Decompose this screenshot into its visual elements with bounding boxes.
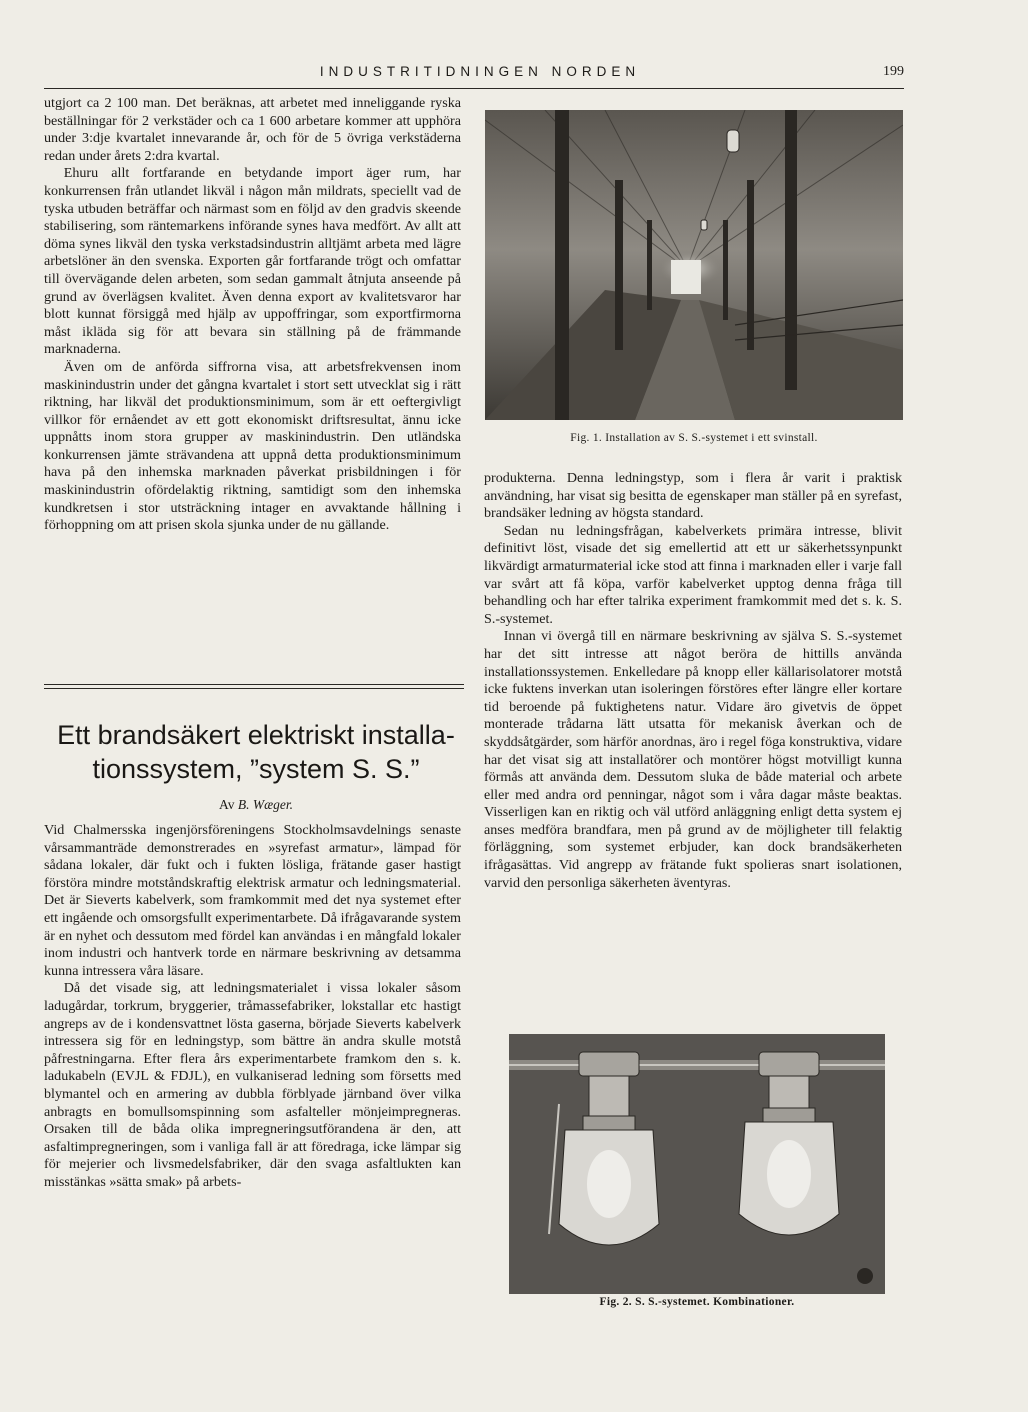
section-divider-thin	[44, 688, 464, 689]
article-title-line-1: Ett brandsäkert elektriskt installa-	[57, 720, 455, 750]
page-number: 199	[883, 64, 904, 79]
column-left-top	[44, 95, 461, 535]
article-title-line-2: tionssystem, ”system S. S.”	[92, 754, 420, 784]
figure-1-caption: Fig. 1. Installation av S. S.-systemet i ett svinstall.	[570, 432, 818, 444]
paragraph: Även om de anförda siffrorna visa, att arbetsfrekvensen inom maskinindustrin under det gångna kvartalet i stort sett utvecklat sig i rätt riktning, har likväl det produktionsminimum, som är ett oeftergivligt villkor för ernåendet av ett gott ekonomiskt driftsresultat, ännu icke uppnåtts inom stora grupper av maskinindustrin. Den utländska konkurrensen jämte strävandena att uppnå detta produktionsminimum hava på den inhemska marknaden påverkat prisbildningen i för maskinindustrin ofördelaktig riktning, samtidigt som den inhemska kundkretsen i stor utsträckning intager en avvaktande hållning i förhoppning om att prisen skola sjunka under de nu gällande.	[44, 358, 461, 534]
byline-prefix: Av	[219, 797, 235, 812]
paragraph: Innan vi övergå till en närmare beskrivning av själva S. S.-systemet har det sitt intresse att något beröra de hittills använda installationssystemen. Enkelledare på knopp eller källarisolatorer motstå icke fuktens inverkan utan isoleringen förstöres efter längre eller kortare tid beroende på fuktighetens natur. Vidare äro givetvis de öppet monterade trådarna lätt utsatta för mekanisk åverkan och de skyddsåtgärder, som härför anordnas, äro i regel föga konstruktiva, vidare har det visat sig att installatörer och montörer högst motvilligt kunna förmås att använda dem. Dessutom sluka de både material och arbete eller med andra ord penningar, något som i våra dagar måste beaktas. Visserligen kan en riktig och väl utförd anläggning enligt detta system ej anses medföra brandfara, men på grund av de möjligheter till felaktig förläggning, som systemet erbjuder, kan dock brandsäkerheten ifrågasättas. Vid angrepp av frätande fukt spolieras snart isolationen, varvid den personliga säkerheten äventyras.	[484, 628, 902, 891]
figure-1-barn-photo	[485, 110, 903, 420]
byline	[44, 797, 468, 813]
column-left-article	[44, 822, 461, 1191]
paragraph: utgjort ca 2 100 man. Det beräknas, att arbetet med inneliggande ryska beställningar för 2 verkstäder och ca 1 600 arbetare kommer att upphöra under 3:dje kvartalet innevarande år, och för de 5 övriga verkstäderna redan under årets 2:dra kvartal.	[44, 95, 461, 164]
paragraph: Då det visade sig, att ledningsmaterialet i vissa lokaler såsom ladugårdar, torkrum, bryggerier, tråmassefabriker, lokstallar etc hastigt angreps av de i kondensvattnet lösta gaserna, började Sieverts kabelverk intressera sig för en ledningstyp, som bättre än andra skulle motstå påfrestningarna. Efter flera års experimentarbete framkom den s. k. ladukabeln (EVJL & FDJL), en vulkaniserad ledning som försetts med blymantel och en armering av dubbla förblyade järnband över vilka anbragts en bomullsomspinning som asfalteller mönjeimpregneras. Orsaken till de båda olika impregneringsutförandena är den, att asfaltimpregneringen, som i vanliga fall är att föredraga, icke lämpar sig för mejerier och livsmedelsfabriker, där den svaga asfaltlukten kan misstänkas »sätta smak» på arbets-	[44, 980, 461, 1190]
figure-2-caption: Fig. 2. S. S.-systemet. Kombinationer.	[599, 1296, 795, 1308]
article-title	[44, 718, 468, 786]
paragraph: Sedan nu ledningsfrågan, kabelverkets primära intresse, blivit definitivt löst, visade det sig emellertid att ett ur säkerhetssynpunkt likvärdigt armaturmaterial icke stod att finna i marknaden eller i varje fall var svårt att få köpa, varför kabelverket upptog denna fråga till behandling och har efter talrika experiment framkommit med det s. k. S. S.-systemet.	[484, 522, 902, 627]
section-divider	[44, 684, 464, 685]
running-header: INDUSTRITIDNINGEN NORDEN	[319, 64, 641, 79]
paragraph: Ehuru allt fortfarande en betydande import äger rum, har konkurrensen från utlandet likväl i någon mån mildrats, speciellt vad de tyska utbuden beträffar och närmast som en följd av den gradvis skeende stabilisering, som räntemarkens införande synes hava medfört. Av allt att döma synes likväl den tyska verkstadsindustrin alltjämt arbeta med lägre arbetslöner än den svenska. Exporten går fortfarande trögt och omfattar till övervägande delen arbeten, som sedan gammalt åtnjuta anseende på grund av överlägsen kvalitet. Även denna export av kvalitetsvaror har blott kunnat försiggå med hjälp av uppoffringar, som exportfirmorna måst ikläda sig för att bevara sin ställning på de främmande marknaderna.	[44, 165, 461, 358]
column-right	[484, 470, 902, 892]
header-rule	[44, 88, 904, 89]
byline-author: B. Wæger.	[237, 797, 293, 812]
figure-2-lamps-photo	[509, 1034, 885, 1294]
paragraph: produkterna. Denna ledningstyp, som i flera år varit i praktisk användning, har visat sig besitta de egenskaper man ställer på en syrefast, brandsäker ledning av högsta standard.	[484, 470, 902, 522]
paragraph: Vid Chalmersska ingenjörsföreningens Stockholmsavdelnings senaste vårsammanträde demonstrerades en »syrefast armatur», lämpad för sådana lokaler, där fukt och i fukten lösliga, frätande gaser hastigt förstöra mindre motståndskraftig elektrisk armatur och ledningsmaterial. Det är Sieverts kabelverk, som framkommit med det nya systemet efter ett ingående och omsorgsfullt experimentarbete. Då ifrågavarande system är en nyhet och dessutom med fördel kan användas i en mångfald lokaler inom industri och hantverk torde en närmare beskrivning av detsamma kunna intressera våra läsare.	[44, 822, 461, 979]
